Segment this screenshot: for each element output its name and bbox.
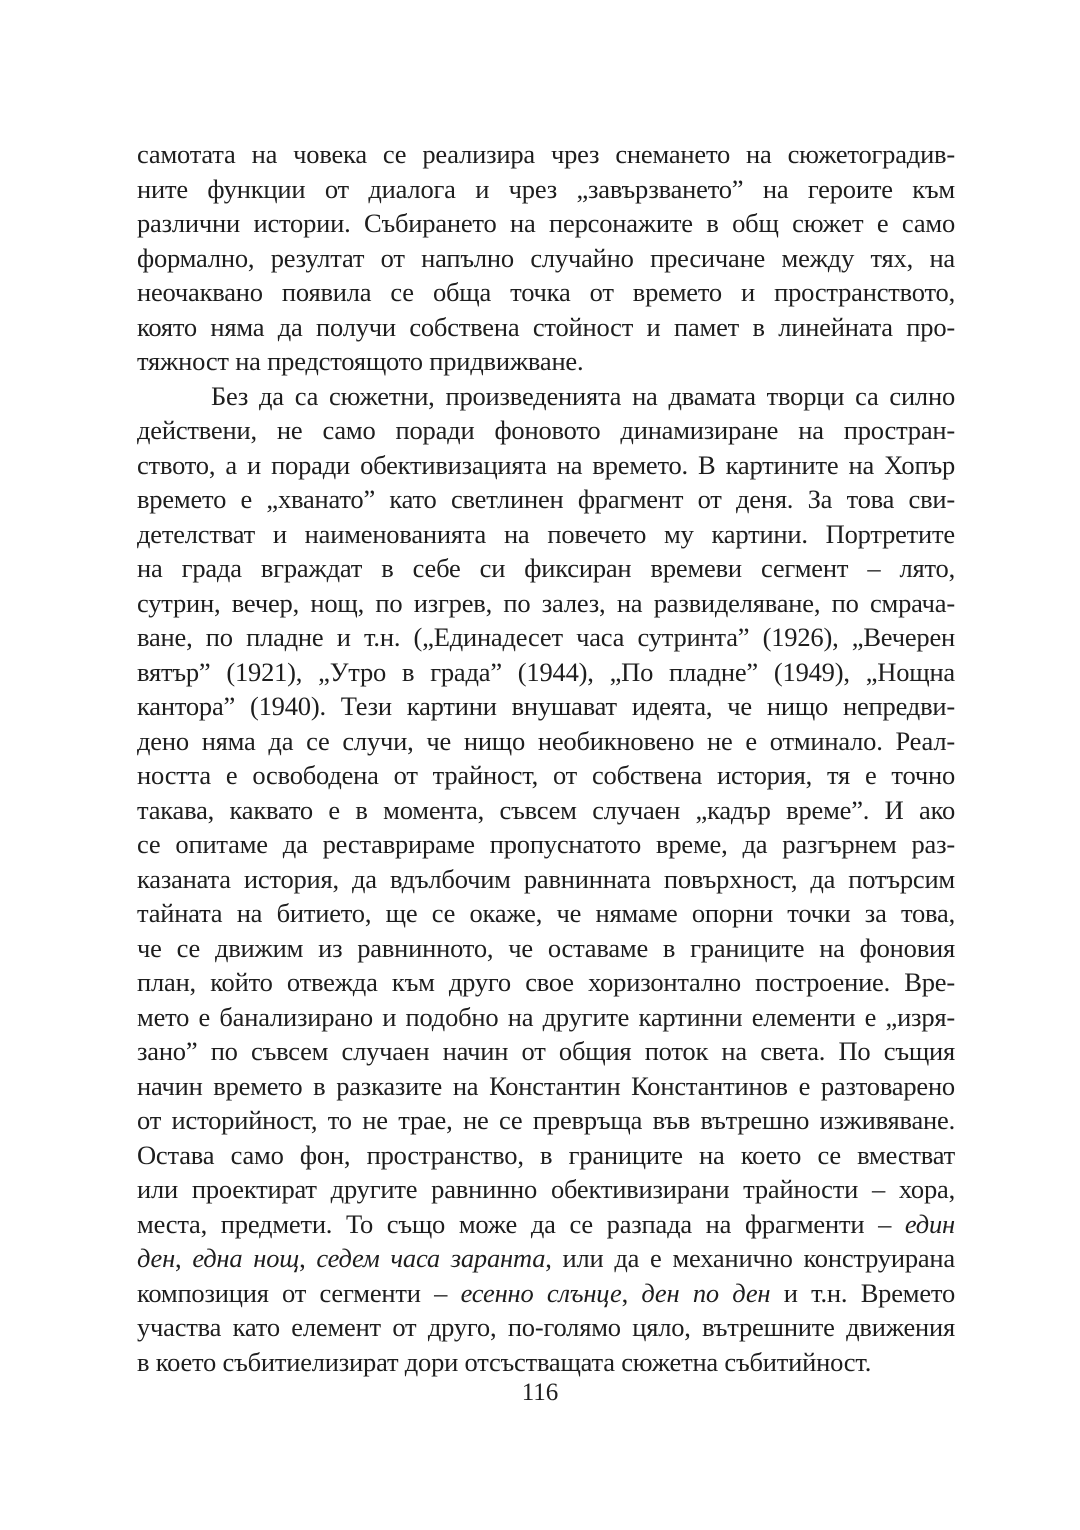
text-segment: начин времето в разказите на Константин Константинов е разтоварено (137, 1070, 955, 1101)
text-line (137, 1138, 955, 1173)
text-line (137, 1172, 955, 1207)
text-line (137, 413, 955, 448)
text-segment: кантора” (1940). Тези картини внушават идеята, че нищо непредви- (137, 691, 955, 721)
text-line (137, 137, 955, 172)
text-segment: план, който отвежда към друго свое хоризонтално построение. Вре- (137, 967, 955, 997)
text-segment: , (299, 1243, 317, 1273)
text-segment: Остава само фон, пространство, в границите на което се вместват (137, 1139, 955, 1170)
text-line (137, 1345, 955, 1380)
text-segment: композиция от сегменти – (137, 1277, 461, 1308)
italic-segment: ден (137, 1243, 176, 1273)
text-segment: казаната история, да вдълбочим равнинната повърхност, да потърсим (137, 863, 955, 894)
italic-segment: един (904, 1208, 955, 1239)
text-line (137, 724, 955, 759)
text-line (137, 448, 955, 483)
text-segment: , (621, 1277, 642, 1308)
text-line (137, 827, 955, 862)
text-line (137, 965, 955, 1000)
text-segment: или проектират другите равнинно обективизирани трайности – хора, (137, 1174, 955, 1204)
text-segment: места, предмети. То също може да се разпада на фрагменти – (137, 1208, 905, 1239)
text-line (137, 586, 955, 621)
text-segment: , или да е механично конструирана (545, 1243, 955, 1273)
text-line (137, 1034, 955, 1069)
text-line (137, 896, 955, 931)
italic-segment: седем часа заранта (316, 1243, 546, 1273)
text-line (137, 1276, 955, 1311)
text-segment: такава, каквато е в момента, съвсем случаен „кадър време”. И ако (137, 794, 955, 825)
text-segment: тайната на битието, ще се окаже, че нямаме опорни точки за това, (137, 898, 955, 928)
text-line (137, 1310, 955, 1345)
text-segment: от историйност, то не трае, не се превръща във вътрешно изживяване. (137, 1105, 955, 1135)
text-segment: мето е банализирано и подобно на другите картинни елементи е „изря- (137, 1001, 955, 1032)
text-segment: неочаквано появила се обща точка от времето и пространството, (137, 277, 955, 307)
text-segment: Без да са сюжетни, произведенията на двамата творци са силно (211, 380, 955, 411)
text-line (137, 379, 955, 414)
text-line (137, 310, 955, 345)
text-segment: която няма да получи собствена стойност и памет в линейната про- (137, 311, 955, 342)
text-line (137, 344, 955, 379)
text-line (137, 620, 955, 655)
text-line (137, 172, 955, 207)
italic-segment: ден по ден (641, 1277, 771, 1308)
text-line (137, 689, 955, 724)
italic-segment: есенно слънце (460, 1277, 622, 1308)
text-line (137, 1103, 955, 1138)
page-number: 116 (521, 1379, 559, 1406)
text-segment: вятър” (1921), „Утро в града” (1944), „По пладне” (1949), „Нощна (137, 656, 955, 687)
text-segment: детелстват и наименованията на повечето му картини. Портретите (137, 518, 955, 549)
text-line (137, 862, 955, 897)
text-segment: , (175, 1243, 193, 1273)
text-segment: ството, а и поради обективизацията на времето. В картините на Хопър (137, 449, 955, 480)
text-segment: зано” по съвсем случаен начин от общия поток на света. По същия (137, 1036, 955, 1066)
text-segment: ността е освободена от трайност, от собствена история, тя е точно (137, 760, 955, 790)
text-segment: участва като елемент от друго, по-голямо цяло, вътрешните движения (137, 1312, 955, 1342)
text-line (137, 241, 955, 276)
text-segment: дено няма да се случи, че нищо необикновено не е отминало. Реал- (137, 725, 955, 756)
text-segment: действени, не само поради фоновото динамизиране на простран- (137, 415, 955, 445)
text-line (137, 655, 955, 690)
text-line (137, 517, 955, 552)
text-line (137, 551, 955, 586)
text-line (137, 206, 955, 241)
text-segment: ване, по пладне и т.н. („Единадесет часа сутринта” (1926), „Вечерен (137, 622, 955, 652)
text-segment: че се движим из равнинното, че оставаме в границите на фоновия (137, 932, 955, 963)
italic-segment: една нощ (192, 1243, 300, 1273)
text-line (137, 482, 955, 517)
text-line (137, 1241, 955, 1276)
paragraph-1 (137, 137, 955, 379)
text-segment: формално, резултат от напълно случайно пресичане между тях, на (137, 242, 955, 273)
text-segment: се опитаме да реставрираме пропуснатото време, да разгърнем раз- (137, 829, 955, 859)
text-line (137, 1069, 955, 1104)
text-line (137, 1000, 955, 1035)
text-segment: времето е „хванато” като светлинен фрагмент от деня. За това сви- (137, 484, 955, 514)
text-segment: в което събитиелизират дори отсъстващата сюжетна събитийност. (137, 1346, 872, 1377)
text-segment: сутрин, вечер, нощ, по изгрев, по залез, на развиделяване, по смрача- (137, 587, 955, 618)
text-line (137, 275, 955, 310)
text-line (137, 931, 955, 966)
text-segment: и т.н. Времето (770, 1277, 955, 1308)
body-text (137, 137, 955, 1379)
text-segment: тяжност на предстоящото придвижване. (137, 346, 584, 376)
paragraph-2 (137, 379, 955, 1380)
text-line (137, 793, 955, 828)
text-segment: самотата на човека се реализира чрез снемането на сюжетоградив- (137, 139, 955, 169)
text-line (137, 1207, 955, 1242)
text-line (137, 758, 955, 793)
text-segment: различни истории. Събирането на персонажите в общ сюжет е само (137, 208, 955, 238)
text-segment: ните функции от диалога и чрез „завързването” на героите към (137, 173, 955, 204)
text-segment: на града вграждат в себе си фиксиран времеви сегмент – лято, (137, 553, 955, 583)
